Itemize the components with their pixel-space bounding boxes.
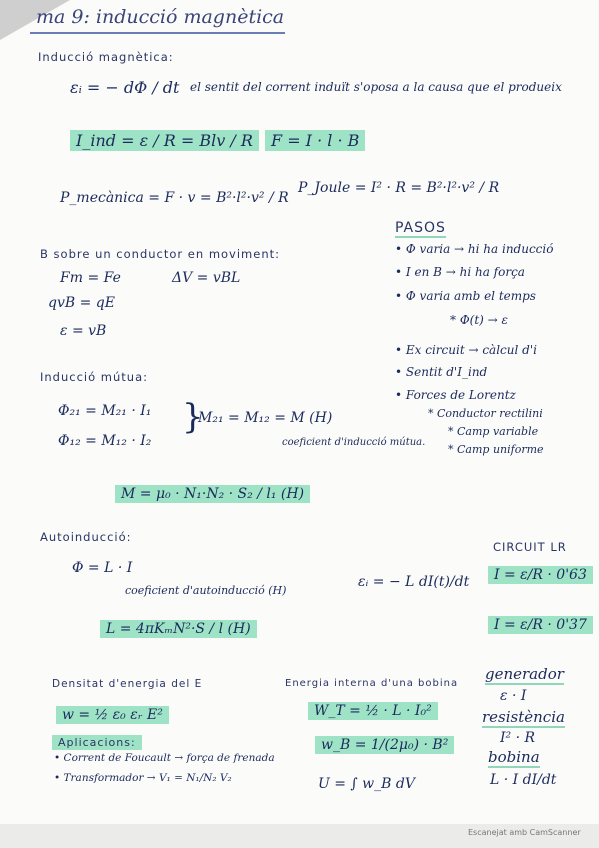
resistance-label: resistència <box>482 708 565 726</box>
force-formula: F = I · l · B <box>265 130 365 151</box>
magnetic-energy-density: w_B = 1/(2μ₀) · B² <box>315 736 454 754</box>
application-2: • Transformador → V₁ = N₁/N₂ V₂ <box>54 772 232 784</box>
joule-power-formula: P_Joule = I² · R = B²·l²·v² / R <box>298 180 500 196</box>
energy-density-formula: w = ½ ε₀ εᵣ E² <box>56 706 169 724</box>
mutual-flux-2: Φ₁₂ = M₁₂ · I₂ <box>58 433 152 449</box>
pasos-item-7: • Forces de Lorentz <box>395 388 516 402</box>
pasos-item-4: * Φ(t) → ε <box>450 313 508 327</box>
emf-vb: ε = vB <box>60 323 107 339</box>
generator-label: generador <box>485 665 564 683</box>
mutual-coefficient: M₂₁ = M₁₂ = M (H) <box>198 410 333 426</box>
pasos-item-1: • Φ varia → hi ha inducció <box>395 242 554 256</box>
pasos-heading: PASOS <box>395 220 446 236</box>
section-heading-mutual: Inducció mútua: <box>40 370 149 384</box>
mutual-inductance-formula: M = μ₀ · N₁·N₂ · S₂ / l₁ (H) <box>115 485 310 503</box>
force-equality: Fm = Fe <box>60 270 121 286</box>
potential-difference: ΔV = vBL <box>172 270 241 286</box>
mutual-coefficient-note: coeficient d'inducció mútua. <box>282 437 426 448</box>
self-flux: Φ = L · I <box>72 560 133 576</box>
pasos-sub-2: * Camp variable <box>448 425 539 438</box>
pasos-sub-1: * Conductor rectilini <box>428 407 543 420</box>
total-energy-integral: U = ∫ w_B dV <box>318 776 415 792</box>
scanner-watermark: Escanejat amb CamScanner <box>468 828 581 837</box>
self-inductance-formula: L = 4πKₘN²·S / l (H) <box>100 620 257 638</box>
resistance-power: I² · R <box>500 730 536 746</box>
lr-current-charge: I = ε/R · 0'63 <box>488 566 593 584</box>
self-coefficient-note: coeficient d'autoinducció (H) <box>125 584 287 597</box>
coil-label: bobina <box>488 748 540 766</box>
application-1: • Corrent de Foucault → força de frenada <box>54 752 275 764</box>
pasos-item-6: • Sentit d'I_ind <box>395 365 488 379</box>
section-heading-self-induction: Autoinducció: <box>40 530 132 544</box>
charge-equality: qvB = qE <box>48 295 115 311</box>
brace: } <box>182 397 204 437</box>
pasos-item-3: • Φ varia amb el temps <box>395 289 536 303</box>
lr-current-discharge: I = ε/R · 0'37 <box>488 616 593 634</box>
section-heading-energy-density: Densitat d'energia del E <box>52 678 203 690</box>
inductor-energy-formula: W_T = ½ · L · I₀² <box>308 702 438 720</box>
section-heading-internal-energy: Energia interna d'una bobina <box>285 678 459 689</box>
coil-power: L · I dI/dt <box>490 772 557 788</box>
section-heading-moving-conductor: B sobre un conductor en moviment: <box>40 247 281 261</box>
page-title: ma 9: inducció magnètica <box>36 6 285 28</box>
pasos-item-5: • Ex circuit → càlcul d'i <box>395 343 537 357</box>
emf-formula: εᵢ = − dΦ / dt <box>70 78 180 97</box>
induced-current-formula: I_ind = ε / R = Blv / R <box>70 130 259 151</box>
section-heading-induction: Inducció magnètica: <box>38 50 174 64</box>
mechanical-power-formula: P_mecànica = F · v = B²·l²·v² / R <box>60 190 289 206</box>
pasos-item-2: • I en B → hi ha força <box>395 265 525 279</box>
title-underline <box>30 32 285 34</box>
induced-current-note: el sentit del corrent induït s'oposa a la causa que el produeix <box>190 80 562 94</box>
lr-circuit-heading: CIRCUIT LR <box>493 540 567 554</box>
mutual-flux-1: Φ₂₁ = M₂₁ · I₁ <box>58 403 152 419</box>
self-emf: εᵢ = − L dI(t)/dt <box>358 574 470 590</box>
generator-power: ε · I <box>500 688 527 704</box>
pasos-sub-3: * Camp uniforme <box>448 443 544 456</box>
applications-heading: Aplicacions: <box>52 735 142 750</box>
